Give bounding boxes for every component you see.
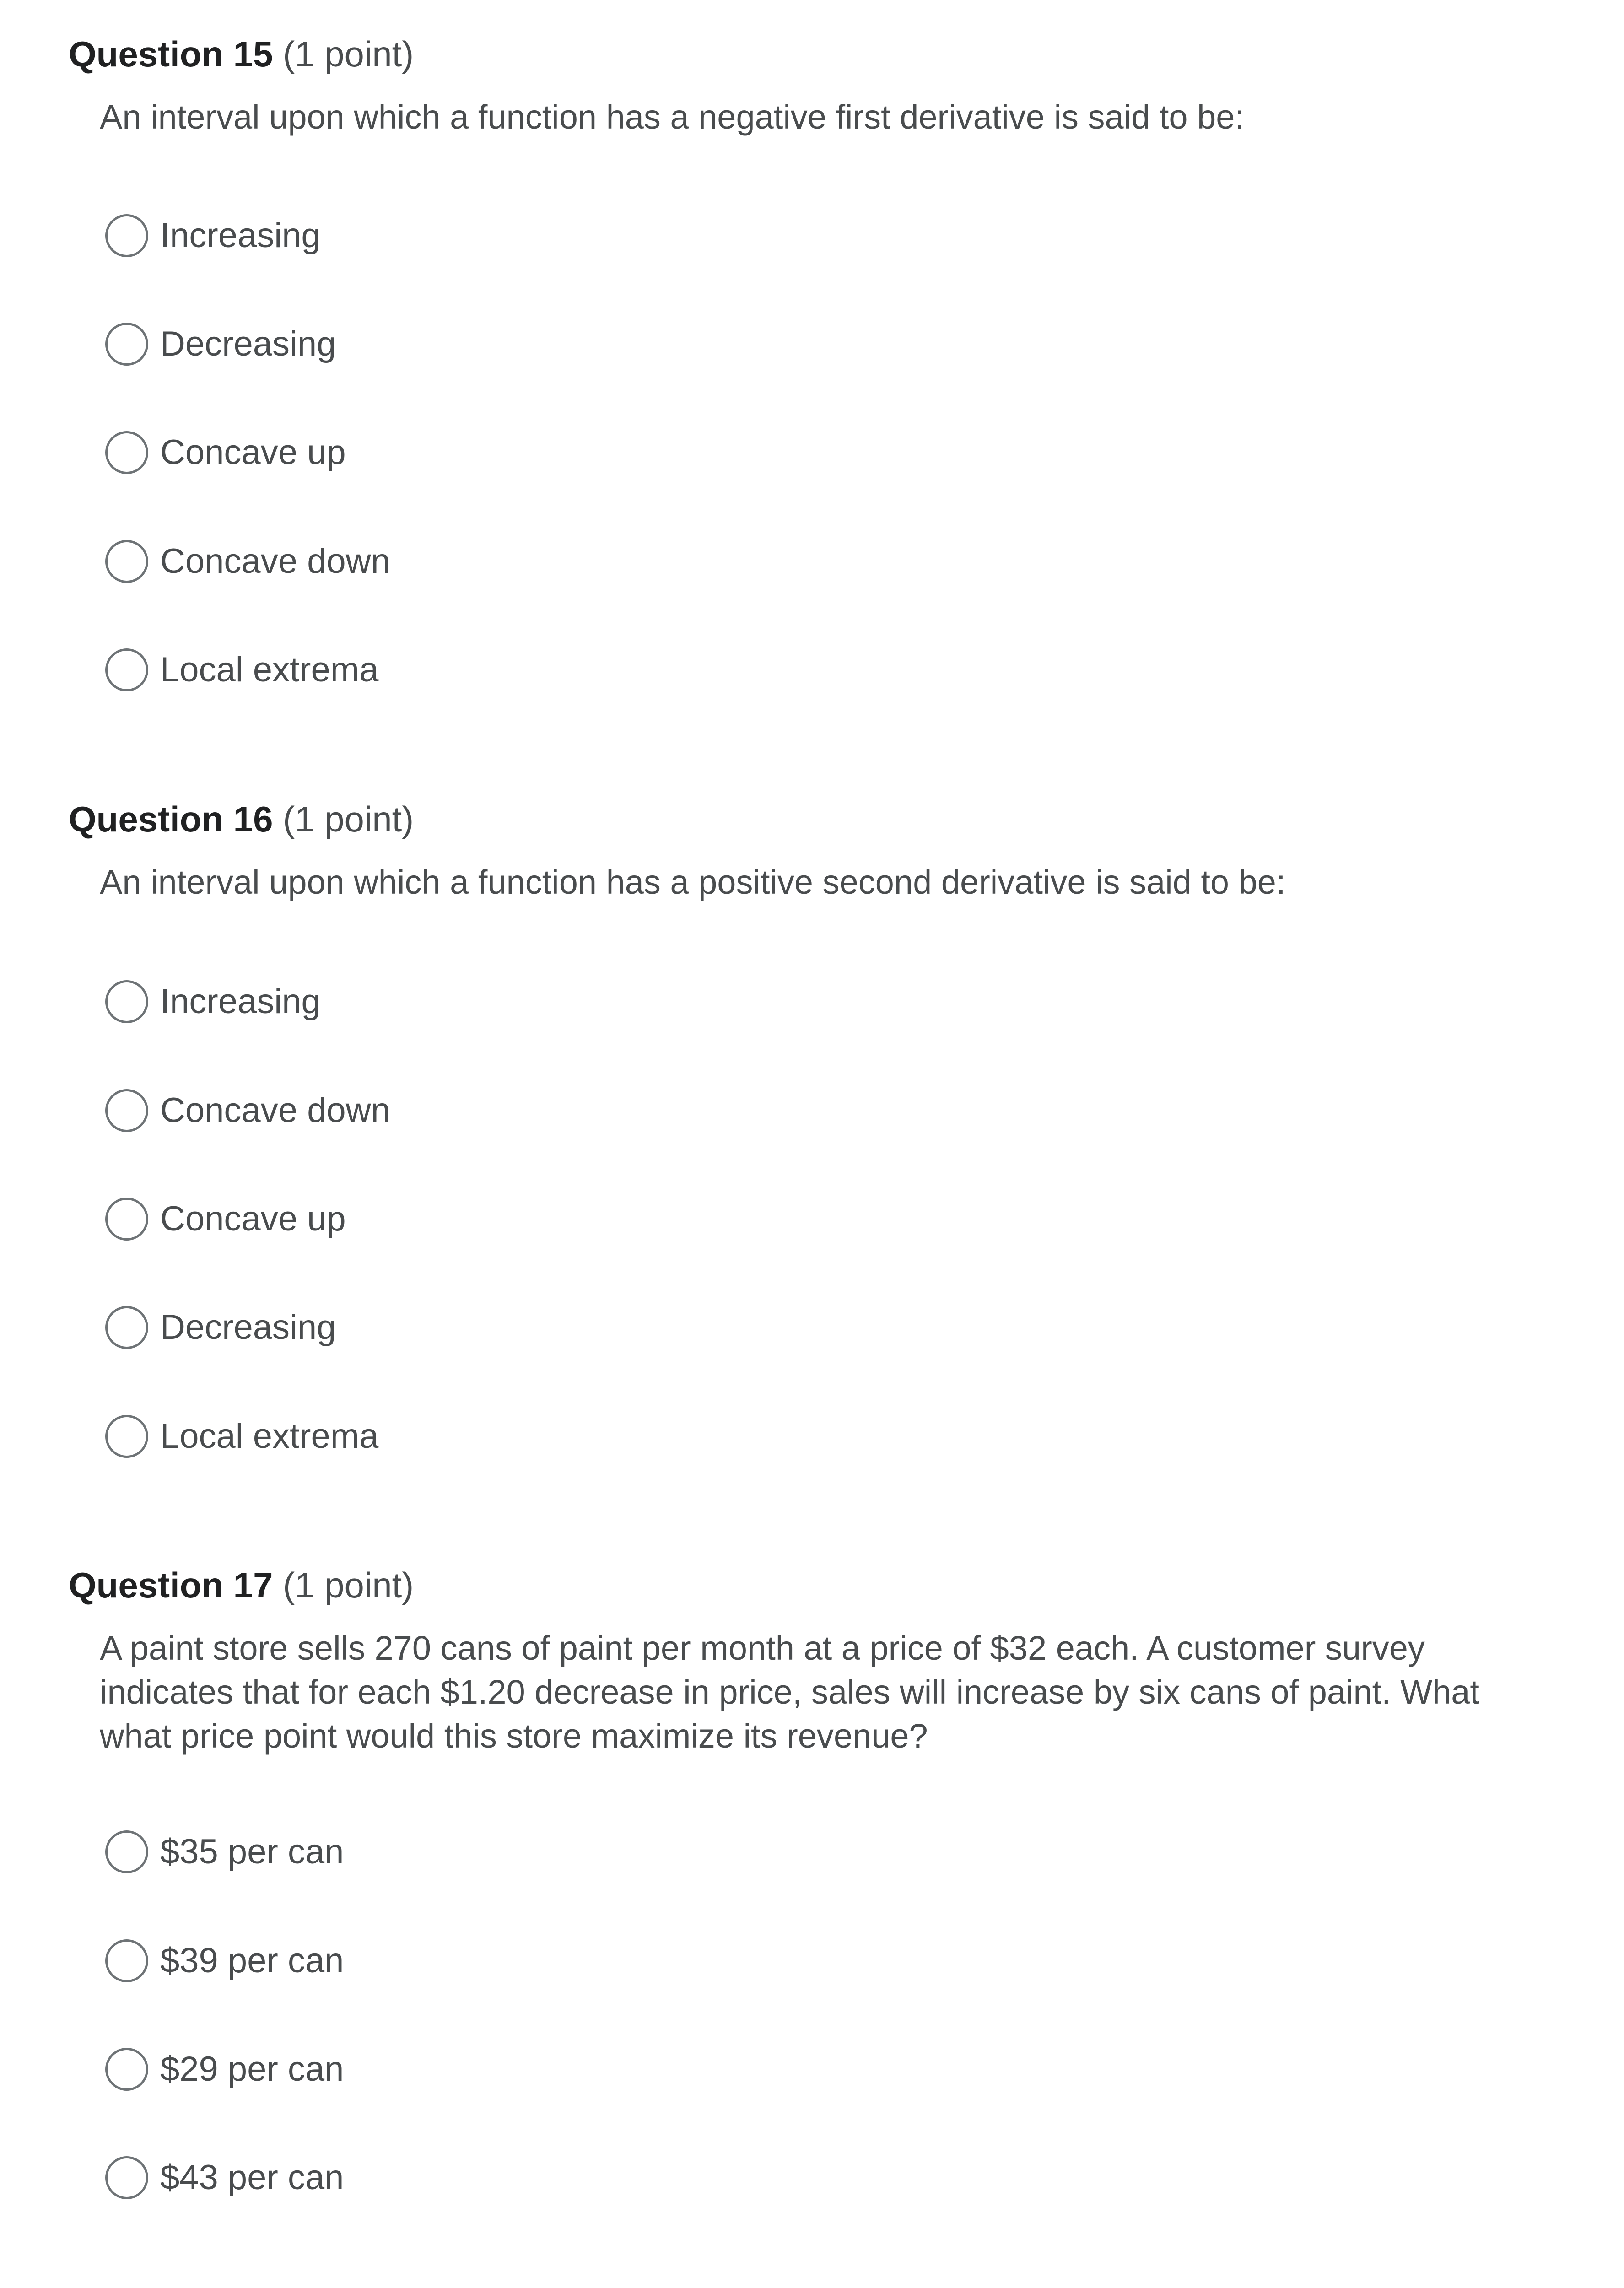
radio-button[interactable]: [105, 1830, 148, 1873]
radio-button[interactable]: [105, 1939, 148, 1982]
option-29-per-can[interactable]: [105, 2044, 344, 2094]
radio-button[interactable]: [105, 2156, 148, 2199]
option-label: Concave up: [160, 433, 346, 472]
option-35-per-can[interactable]: [105, 1827, 344, 1877]
question-header: [69, 797, 414, 841]
option-43-per-can[interactable]: [105, 2153, 344, 2203]
option-concave-up[interactable]: [105, 1194, 346, 1244]
question-number: Question 15: [69, 34, 273, 74]
option-local-extrema[interactable]: [105, 645, 378, 695]
question-header: [69, 1563, 414, 1607]
radio-button[interactable]: [105, 431, 148, 474]
question-points: (1 point): [283, 34, 414, 74]
option-label: Concave down: [160, 1091, 390, 1130]
question-text: An interval upon which a function has a negative first derivative is said to be:: [100, 98, 1244, 136]
option-label: Local extrema: [160, 650, 379, 689]
option-decreasing[interactable]: [105, 319, 336, 369]
option-label: Concave up: [160, 1199, 346, 1238]
radio-button[interactable]: [105, 648, 148, 691]
question-text: An interval upon which a function has a positive second derivative is said to be:: [100, 863, 1286, 901]
option-decreasing[interactable]: [105, 1302, 336, 1353]
option-label: Increasing: [160, 216, 321, 255]
option-label: $39 per can: [160, 1941, 344, 1980]
question-text: A paint store sells 270 cans of paint per month at a price of $32 each. A customer survey indicates that for each $1.20 decrease in price, sales will increase by six cans of paint. What what price point would this store maximize its revenue?: [100, 1629, 1479, 1755]
option-39-per-can[interactable]: [105, 1936, 344, 1986]
radio-button[interactable]: [105, 2048, 148, 2091]
option-label: Local extrema: [160, 1417, 379, 1456]
option-label: Decreasing: [160, 1308, 336, 1347]
radio-button[interactable]: [105, 980, 148, 1023]
option-label: Decreasing: [160, 324, 336, 363]
option-label: $29 per can: [160, 2050, 344, 2088]
radio-button[interactable]: [105, 540, 148, 583]
radio-button[interactable]: [105, 1198, 148, 1241]
option-label: Concave down: [160, 542, 390, 581]
question-number: Question 16: [69, 799, 273, 839]
radio-button[interactable]: [105, 1306, 148, 1349]
question-number: Question 17: [69, 1565, 273, 1605]
question-points: (1 point): [283, 799, 414, 839]
radio-button[interactable]: [105, 214, 148, 257]
option-label: Increasing: [160, 982, 321, 1021]
question-points: (1 point): [283, 1565, 414, 1605]
radio-button[interactable]: [105, 323, 148, 366]
option-label: $35 per can: [160, 1832, 344, 1871]
question-header: [69, 32, 414, 76]
radio-button[interactable]: [105, 1089, 148, 1132]
option-concave-up[interactable]: [105, 427, 346, 478]
option-label: $43 per can: [160, 2158, 344, 2197]
option-local-extrema[interactable]: [105, 1411, 378, 1462]
option-increasing[interactable]: [105, 210, 321, 261]
option-concave-down[interactable]: [105, 1085, 390, 1136]
option-concave-down[interactable]: [105, 536, 390, 587]
radio-button[interactable]: [105, 1415, 148, 1458]
option-increasing[interactable]: [105, 977, 321, 1027]
